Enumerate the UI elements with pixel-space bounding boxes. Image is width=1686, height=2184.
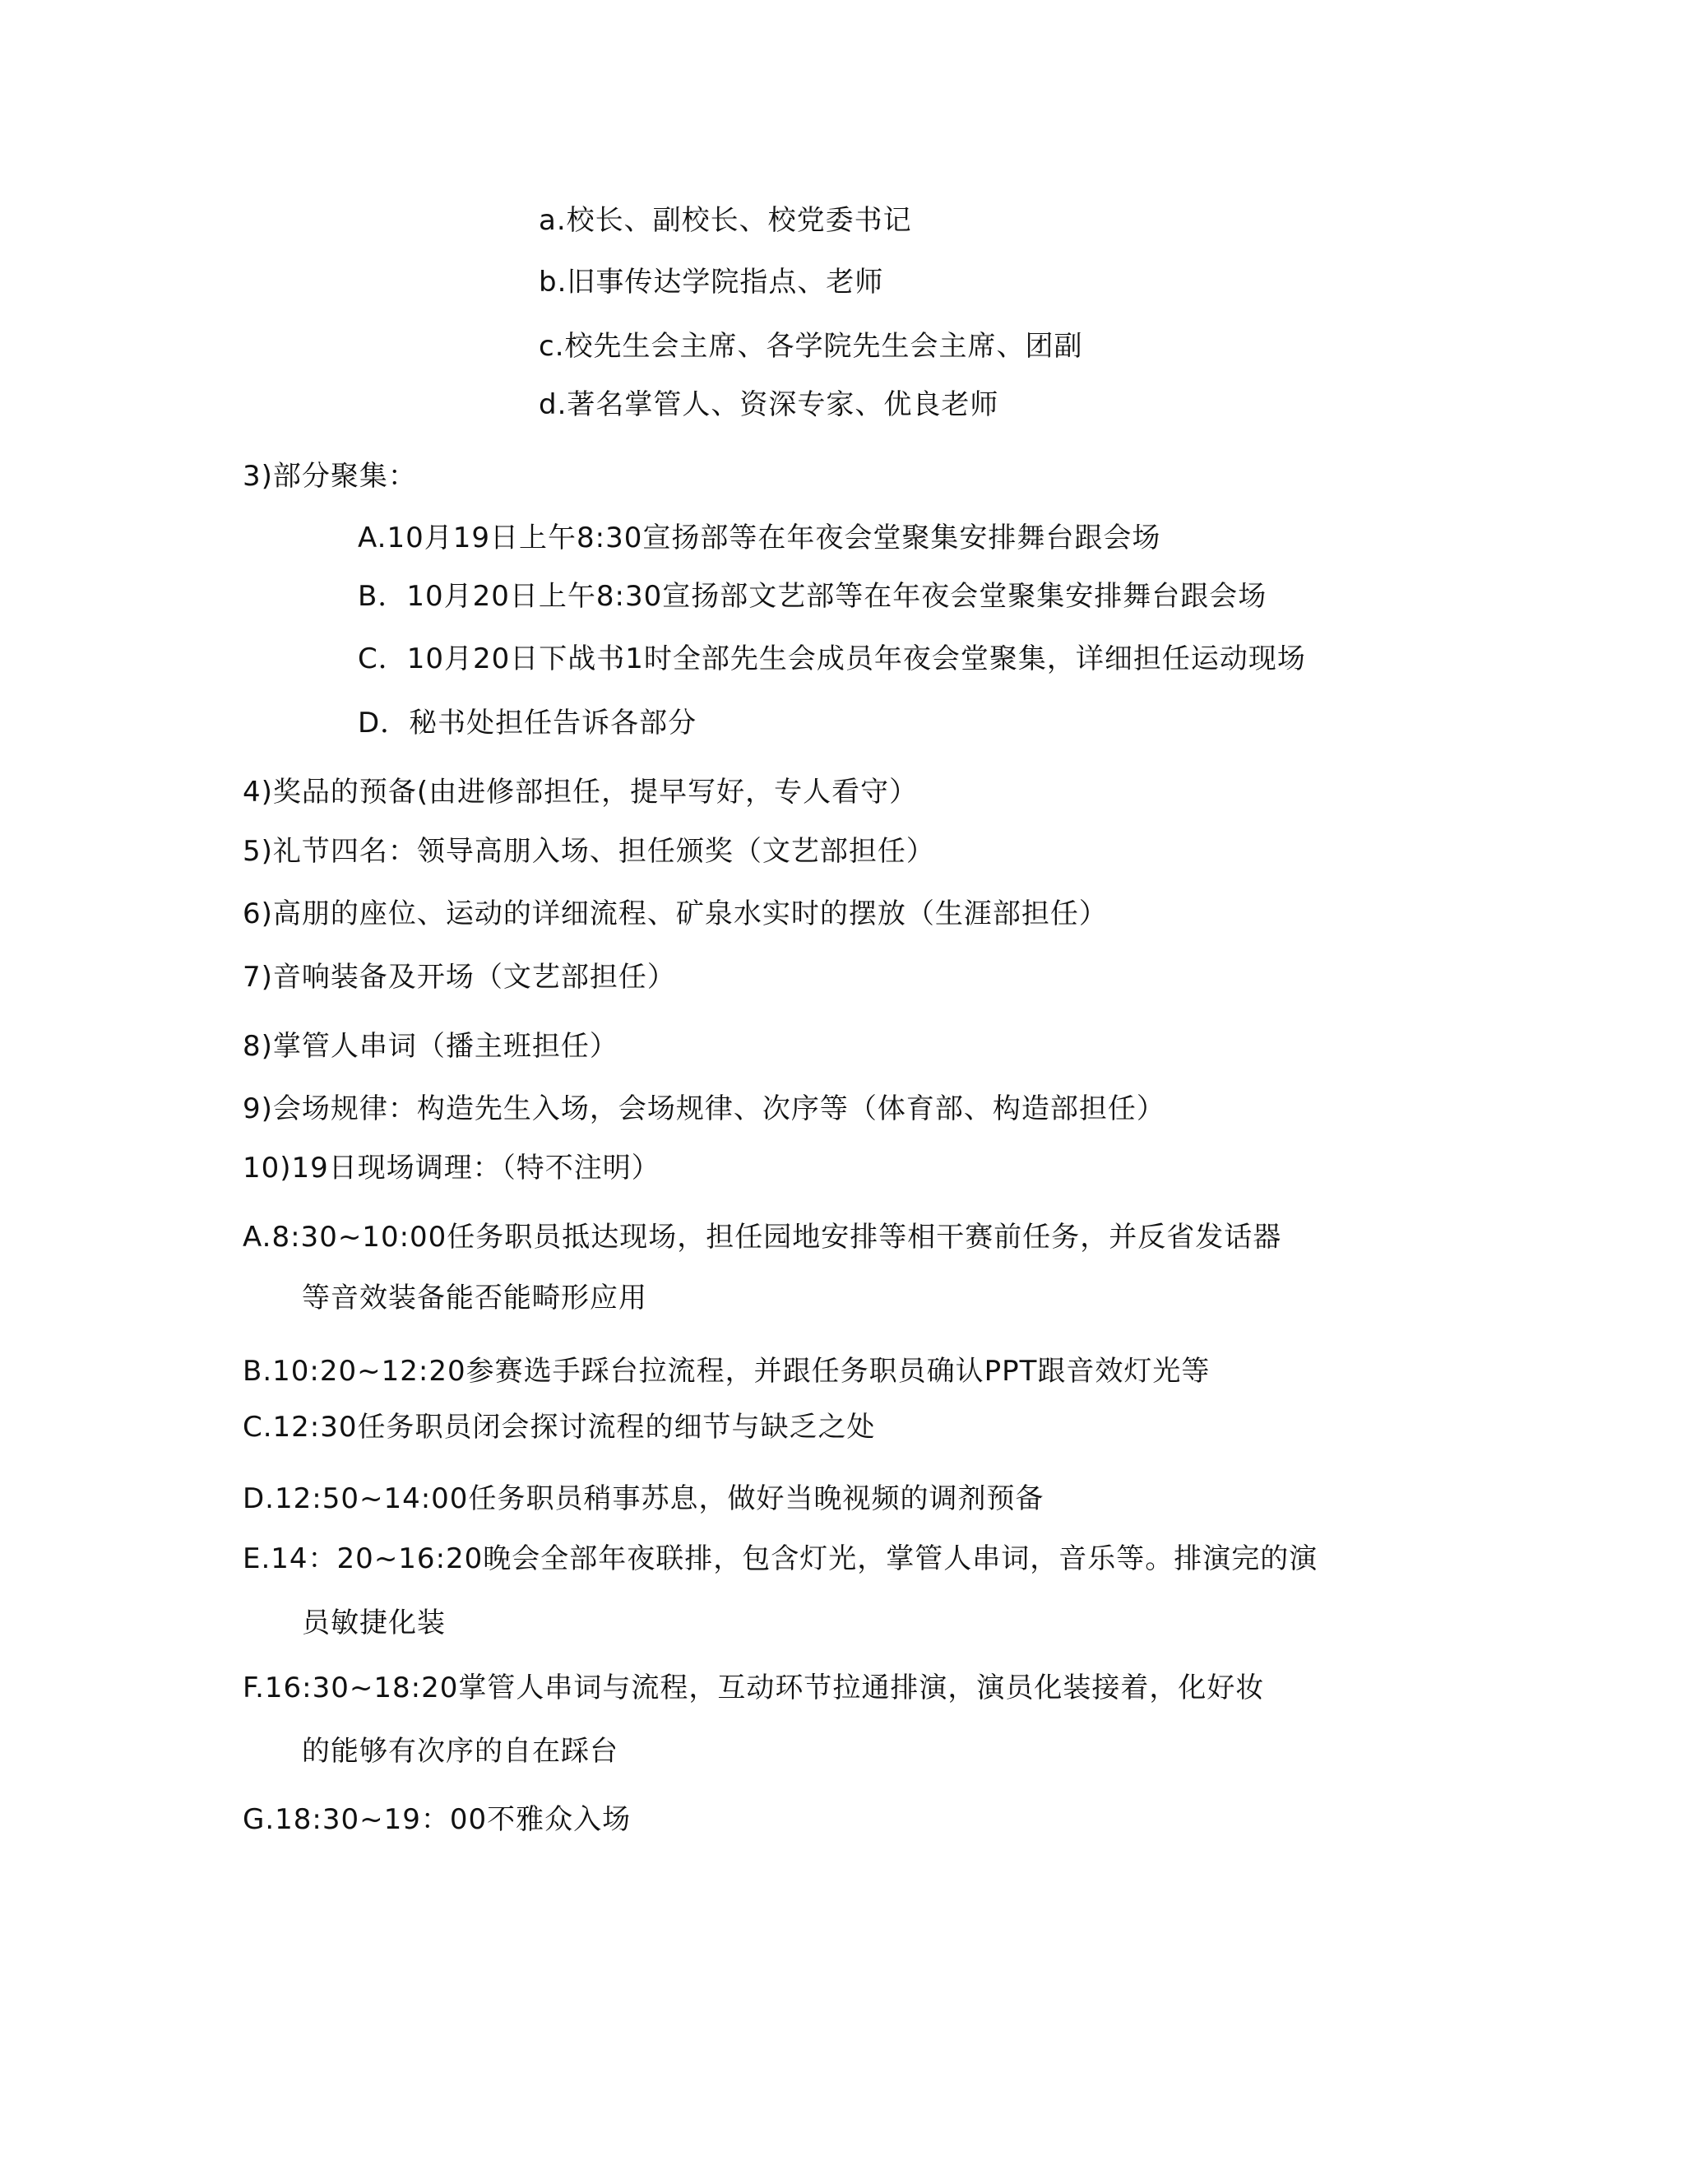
schedule-item-a-cont: 等音效装备能否能畸形应用 [302, 1282, 647, 1315]
schedule-item-f: F.16:30~18:20掌管人串词与流程，互动环节拉通排演，演员化装接着，化好妆 [243, 1672, 1265, 1704]
guest-item-d: d.著名掌管人、资深专家、优良老师 [539, 388, 999, 421]
section-item-10: 10)19日现场调理：（特不注明） [243, 1152, 660, 1185]
schedule-item-f-cont: 的能够有次序的自在踩台 [302, 1735, 618, 1768]
assembly-item-c: C．10月20日下战书1时全部先生会成员年夜会堂聚集，详细担任运动现场 [358, 642, 1306, 675]
schedule-item-g: G.18:30~19：00不雅众入场 [243, 1803, 632, 1836]
guest-item-c: c.校先生会主席、各学院先生会主席、团副 [539, 330, 1083, 363]
schedule-item-b: B.10:20~12:20参赛选手踩台拉流程，并跟任务职员确认PPT跟音效灯光等 [243, 1355, 1211, 1388]
section-item-5: 5)礼节四名：领导高朋入场、担任颁奖（文艺部担任） [243, 835, 935, 868]
assembly-item-d: D．秘书处担任告诉各部分 [358, 707, 697, 740]
schedule-item-a: A.8:30~10:00任务职员抵达现场，担任园地安排等相干赛前任务，并反省发话器 [243, 1221, 1282, 1254]
section-heading-3: 3)部分聚集： [243, 460, 417, 493]
assembly-item-a: A.10月19日上午8:30宣扬部等在年夜会堂聚集安排舞台跟会场 [358, 522, 1161, 554]
schedule-item-e: E.14：20~16:20晚会全部年夜联排，包含灯光，掌管人串词，音乐等。排演完的演 [243, 1542, 1318, 1575]
section-item-9: 9)会场规律：构造先生入场，会场规律、次序等（体育部、构造部担任） [243, 1092, 1165, 1125]
section-item-4: 4)奖品的预备(由进修部担任，提早写好，专人看守） [243, 776, 919, 809]
section-item-6: 6)高朋的座位、运动的详细流程、矿泉水实时的摆放（生涯部担任） [243, 897, 1108, 930]
guest-item-b: b.旧事传达学院指点、老师 [539, 266, 884, 299]
section-item-8: 8)掌管人串词（播主班担任） [243, 1030, 618, 1063]
assembly-item-b: B．10月20日上午8:30宣扬部文艺部等在年夜会堂聚集安排舞台跟会场 [358, 580, 1267, 613]
schedule-item-c: C.12:30任务职员闭会探讨流程的细节与缺乏之处 [243, 1411, 876, 1444]
schedule-item-e-cont: 员敏捷化装 [302, 1607, 446, 1639]
section-item-7: 7)音响装备及开场（文艺部担任） [243, 961, 676, 994]
schedule-item-d: D.12:50~14:00任务职员稍事苏息，做好当晚视频的调剂预备 [243, 1482, 1044, 1515]
guest-item-a: a.校长、副校长、校党委书记 [539, 204, 912, 237]
